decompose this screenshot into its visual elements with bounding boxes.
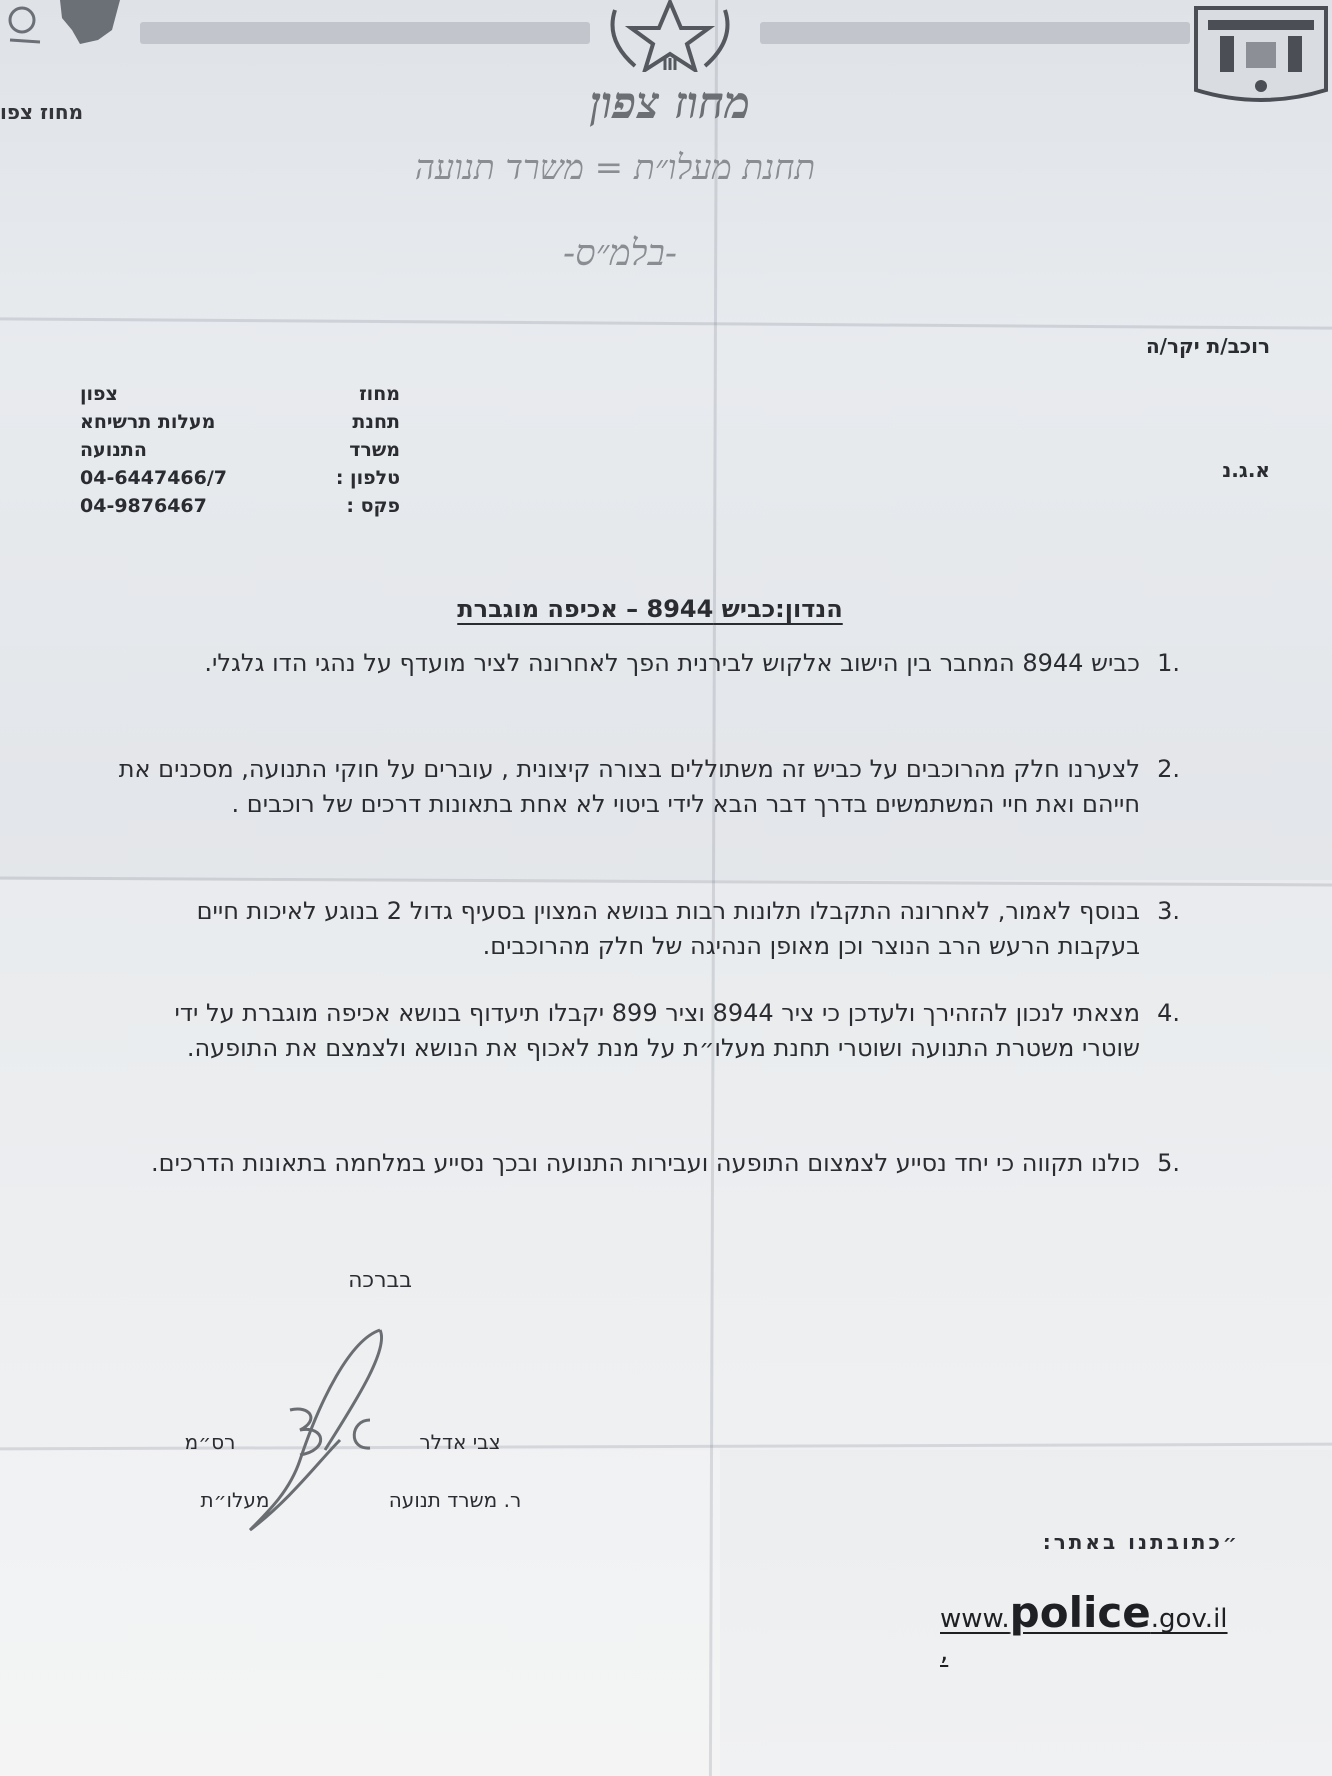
sender-key: תחנת — [352, 411, 400, 433]
classification-label: -בלמ״ס- — [562, 233, 677, 274]
website-suffix: .gov.il — [1150, 1604, 1228, 1634]
paragraph-text: בנוסף לאמור, לאחרונה התקבלו תלונות רבות בנושא המצוין בסעיף גדול 2 בנוגע לאיכות חיים בעקבות הרעש הרב הנוצר וכן מאופן הנהיגה של חלק מהרוכבים. — [196, 897, 1140, 960]
website-main: police — [1009, 1588, 1151, 1637]
police-emblem-icon — [595, 0, 745, 72]
station-heading: תחנת מעלו״ת = משרד תנועה — [414, 148, 816, 188]
map-logo-icon — [0, 0, 130, 52]
paragraph — [110, 996, 1180, 1066]
sender-key: טלפון : — [335, 467, 400, 489]
sender-phone: 04-6447466/7 — [80, 467, 228, 489]
website-link[interactable] — [940, 1588, 1240, 1667]
header-rule — [760, 22, 1190, 44]
sender-row — [80, 408, 400, 436]
website-label: ״כתובתנו באתר: — [1042, 1530, 1240, 1554]
district-label-left: מחוז צפו — [0, 100, 84, 124]
sender-key: משרד — [349, 439, 400, 461]
signer-role: ר. משרד תנועה — [388, 1488, 522, 1512]
paragraph-number: 2. — [1157, 755, 1180, 783]
sender-info-block — [80, 380, 400, 520]
paragraph-number: 1. — [1157, 649, 1180, 677]
closing-greeting: בברכה — [348, 1268, 412, 1293]
paragraph-text: כביש 8944 המחבר בין הישוב אלקוש לבירנית הפך לאחרונה לציר מועדף על נהגי הדו גלגלי. — [204, 649, 1140, 677]
sender-row — [80, 436, 400, 464]
sender-value: צפון — [80, 383, 118, 405]
municipal-crest-icon — [1190, 2, 1332, 108]
paragraph-number: 3. — [1157, 897, 1180, 925]
paragraph — [110, 646, 1180, 681]
paragraph-text: לצערנו חלק מהרוכבים על כביש זה משתוללים בצורה קיצונית , עוברים על חוקי התנועה, מסכנים את חייהם ואת חיי המשתמשים בדרך דבר הבא לידי ביטוי לא אחת בתאונות דרכים של רוכבים . — [118, 755, 1140, 818]
sender-row — [80, 380, 400, 408]
letter-subject: הנדון:כביש 8944 – אכיפה מוגברת — [457, 595, 843, 623]
paragraph-number: 4. — [1157, 999, 1180, 1027]
paragraph — [110, 894, 1180, 964]
sender-key: מחוז — [359, 383, 400, 405]
website-prefix: www. — [940, 1604, 1010, 1634]
signer-rank: רס״מ — [184, 1430, 236, 1454]
sender-value: התנועה — [80, 439, 147, 461]
paragraph — [110, 752, 1180, 822]
sender-value: מעלות תרשיחא — [80, 411, 216, 433]
signer-name: צבי אדלר — [419, 1430, 501, 1454]
sender-key: פקס : — [346, 495, 400, 517]
signer-unit: מעלו״ת — [200, 1488, 270, 1512]
paragraph — [110, 1146, 1180, 1181]
salutation: א.ג.נ — [1222, 458, 1270, 482]
recipient-line: רוכב/ת יקר/ה — [1145, 334, 1270, 358]
sender-row — [80, 464, 400, 492]
fold-line — [0, 317, 1332, 329]
paragraph-text: מצאתי לנכון להזהירך ולעדכן כי ציר 8944 וציר 899 יקבלו תיעדוף בנושא אכיפה מוגברת על ידי שוטרי משטרת התנועה ושוטרי תחנת מעלו״ת על מנת לאכוף את הנושא ולצמצם את התופעה. — [174, 999, 1140, 1062]
sender-fax: 04-9876467 — [80, 495, 207, 517]
district-heading: מחוז צפון — [589, 78, 751, 129]
paragraph-text: כולנו תקווה כי יחד נסייע לצמצום התופעה ועבירות התנועה ובכך נסייע במלחמה בתאונות הדרכים. — [151, 1149, 1140, 1177]
header-rule — [140, 22, 590, 44]
sender-row — [80, 492, 400, 520]
website-trail: , — [940, 1637, 949, 1667]
paragraph-number: 5. — [1157, 1149, 1180, 1177]
